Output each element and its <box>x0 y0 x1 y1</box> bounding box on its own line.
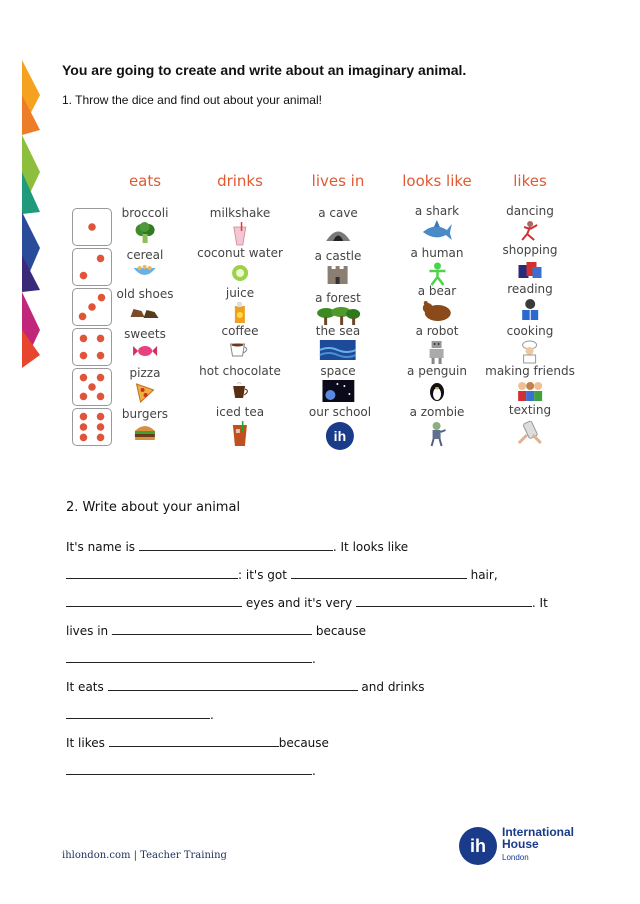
shopping-bags-icon <box>517 259 543 279</box>
cell-likes-5: making friends <box>485 364 575 406</box>
cell-eats-1: broccoli <box>122 206 169 244</box>
cooking-chef-icon <box>519 340 541 364</box>
very-blank[interactable] <box>356 594 532 607</box>
dice-face-6 <box>72 408 112 446</box>
writing-line-9: . <box>66 762 316 778</box>
looks-like-blank[interactable] <box>66 566 238 579</box>
human-icon <box>426 262 448 286</box>
penguin-icon <box>428 380 446 402</box>
space-icon <box>322 380 354 402</box>
cell-eats-4: sweets <box>124 327 166 359</box>
cell-likes-6: texting <box>509 403 551 445</box>
hot-chocolate-icon <box>230 380 250 400</box>
cell-likes-4: cooking <box>507 324 554 364</box>
sweets-icon <box>132 343 158 359</box>
column-heading-eats: eats <box>128 172 162 190</box>
cell-lives-in-1: a cave <box>318 206 358 242</box>
cell-drinks-6: iced tea <box>216 405 264 447</box>
logo-mark: ih <box>470 836 486 856</box>
cell-drinks-5: hot chocolate <box>199 364 281 400</box>
sea-icon <box>320 340 356 360</box>
coffee-cup-icon <box>229 340 251 358</box>
lives-because-blank[interactable] <box>66 650 312 663</box>
column-heading-looks-like: looks like <box>402 172 472 190</box>
cell-drinks-3: juice <box>226 286 254 324</box>
decorative-side-stripe <box>0 0 44 380</box>
castle-icon <box>326 265 350 285</box>
column-heading-drinks: drinks <box>217 172 263 190</box>
cell-eats-3: old shoes <box>117 287 174 321</box>
cell-likes-1: dancing <box>506 204 554 242</box>
cell-looks-like-2: a human <box>410 246 463 286</box>
cell-looks-like-5: a penguin <box>407 364 467 402</box>
footer-url: ihlondon.com | Teacher Training <box>62 850 227 861</box>
writing-line-3: eyes and it's very . It <box>66 594 548 610</box>
pizza-icon <box>134 382 156 404</box>
cell-drinks-4: coffee <box>222 324 259 358</box>
dancing-icon <box>519 220 541 242</box>
cell-lives-in-2: a castle <box>315 249 362 285</box>
reading-icon <box>519 298 541 322</box>
juice-icon <box>233 302 247 324</box>
writing-line-8: It likes because <box>66 736 329 750</box>
dice-face-3 <box>72 288 112 326</box>
cell-drinks-1: milkshake <box>210 206 270 246</box>
forest-icon <box>316 307 360 325</box>
cell-likes-3: reading <box>507 282 553 322</box>
worksheet-title: You are going to create and write about an imaginary animal. <box>62 62 467 78</box>
writing-line-1: It's name is . It looks like <box>66 540 409 554</box>
cell-lives-in-5: space <box>320 364 355 402</box>
writing-line-6: It eats and drinks <box>66 680 425 694</box>
old-shoes-icon <box>130 303 160 321</box>
likes-because-blank[interactable] <box>66 762 312 775</box>
dice-face-4 <box>72 328 112 366</box>
writing-line-5: . <box>66 650 316 666</box>
writing-line-2: : it's got hair, <box>66 566 498 582</box>
writing-line-7: . <box>66 706 214 722</box>
texting-phone-icon <box>517 419 543 445</box>
cell-looks-like-3: a bear <box>418 284 456 322</box>
cell-eats-2: cereal <box>127 248 164 280</box>
milkshake-icon <box>232 222 248 246</box>
cell-looks-like-1: a shark <box>415 204 459 242</box>
cave-icon <box>324 222 352 242</box>
svg-text:ih: ih <box>333 428 347 444</box>
column-heading-likes: likes <box>513 172 547 190</box>
burger-icon <box>133 423 157 441</box>
broccoli-icon <box>134 222 156 244</box>
shark-icon <box>421 220 453 242</box>
robot-icon <box>427 340 447 364</box>
hair-blank[interactable] <box>291 566 467 579</box>
cell-eats-5: pizza <box>130 366 161 404</box>
cell-lives-in-6: our school ih <box>309 405 371 451</box>
dice-face-2 <box>72 248 112 286</box>
logo-location: London <box>502 853 529 862</box>
bear-icon <box>422 300 452 322</box>
iced-tea-icon <box>231 421 249 447</box>
cell-lives-in-4: the sea <box>316 324 361 360</box>
step-2-heading: 2. Write about your animal <box>66 500 241 515</box>
cell-likes-2: shopping <box>503 243 558 279</box>
writing-line-4: lives in because <box>66 624 367 638</box>
cell-looks-like-4: a robot <box>416 324 459 364</box>
cell-drinks-2: coconut water <box>197 246 283 282</box>
eats-blank[interactable] <box>108 678 358 691</box>
dice-face-5 <box>72 368 112 406</box>
eyes-blank[interactable] <box>66 594 242 607</box>
step-1-instruction: 1. Throw the dice and find out about your animal! <box>62 93 322 107</box>
cereal-bowl-icon <box>133 264 157 280</box>
drinks-blank[interactable] <box>66 706 210 719</box>
ih-school-logo-icon <box>325 421 355 451</box>
coconut-icon <box>230 262 250 282</box>
lives-in-blank[interactable] <box>112 622 312 635</box>
name-blank[interactable] <box>139 538 333 551</box>
cell-looks-like-6: a zombie <box>410 405 465 447</box>
likes-blank[interactable] <box>109 734 279 747</box>
cell-eats-6: burgers <box>122 407 168 441</box>
logo-wordmark: International House <box>502 825 575 851</box>
cell-lives-in-3: a forest <box>315 291 361 325</box>
zombie-icon <box>428 421 446 447</box>
dice-face-1 <box>72 208 112 246</box>
column-heading-lives-in: lives in <box>311 172 365 190</box>
